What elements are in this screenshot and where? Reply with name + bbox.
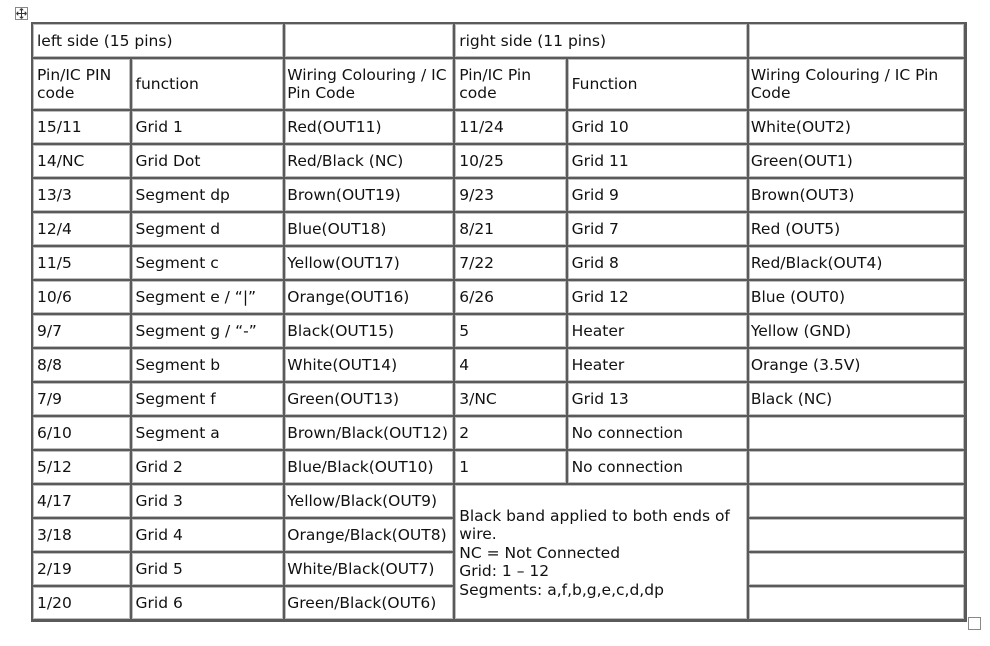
- right-wiring-cell[interactable]: Brown(OUT3): [749, 179, 966, 213]
- right-wiring-cell[interactable]: [749, 587, 966, 621]
- left-wiring-cell[interactable]: Blue/Black(OUT10): [285, 451, 455, 485]
- notes-cell[interactable]: [455, 485, 749, 621]
- right-pin-cell[interactable]: 1: [455, 451, 567, 485]
- right-wiring-cell[interactable]: Orange (3.5V): [749, 349, 966, 383]
- left-function-cell[interactable]: Segment b: [132, 349, 286, 383]
- right-function-cell[interactable]: No connection: [568, 417, 749, 451]
- right-wiring-cell[interactable]: White(OUT2): [749, 111, 966, 145]
- left-wiring-cell[interactable]: Orange/Black(OUT8): [285, 519, 455, 553]
- left-pin-cell[interactable]: 4/17: [33, 485, 132, 519]
- left-function-cell[interactable]: Segment d: [132, 213, 286, 247]
- right-pin-cell[interactable]: 6/26: [455, 281, 567, 315]
- right-function-cell[interactable]: Grid 13: [568, 383, 749, 417]
- right-function-cell[interactable]: Grid 11: [568, 145, 749, 179]
- note-grid-range: Grid: 1 – 12: [459, 562, 550, 581]
- left-pin-cell[interactable]: 13/3: [33, 179, 132, 213]
- header-cell-empty[interactable]: [285, 24, 455, 59]
- left-wiring-cell[interactable]: Black(OUT15): [285, 315, 455, 349]
- col-header-wiring-colouring[interactable]: Wiring Colouring / IC Pin Code: [749, 59, 966, 111]
- note-nc-definition: NC = Not Connected: [459, 543, 621, 562]
- left-pin-cell[interactable]: 6/10: [33, 417, 132, 451]
- left-wiring-cell[interactable]: Yellow/Black(OUT9): [285, 485, 455, 519]
- right-function-cell[interactable]: No connection: [568, 451, 749, 485]
- left-function-cell[interactable]: Grid 3: [132, 485, 286, 519]
- left-function-cell[interactable]: Segment dp: [132, 179, 286, 213]
- table-row: [33, 213, 966, 247]
- table-row: [33, 451, 966, 485]
- left-function-cell[interactable]: Segment c: [132, 247, 286, 281]
- right-pin-cell[interactable]: 3/NC: [455, 383, 567, 417]
- left-pin-cell[interactable]: 15/11: [33, 111, 132, 145]
- right-wiring-cell[interactable]: Red (OUT5): [749, 213, 966, 247]
- left-wiring-cell[interactable]: Brown(OUT19): [285, 179, 455, 213]
- left-wiring-cell[interactable]: Green/Black(OUT6): [285, 587, 455, 621]
- table-row: [33, 383, 966, 417]
- right-wiring-cell[interactable]: Blue (OUT0): [749, 281, 966, 315]
- left-pin-cell[interactable]: 12/4: [33, 213, 132, 247]
- left-function-cell[interactable]: Segment f: [132, 383, 286, 417]
- left-function-cell[interactable]: Grid 4: [132, 519, 286, 553]
- table-row: [33, 281, 966, 315]
- left-function-cell[interactable]: Segment a: [132, 417, 286, 451]
- right-pin-cell[interactable]: 5: [455, 315, 567, 349]
- table-row: [33, 145, 966, 179]
- right-wiring-cell[interactable]: Red/Black(OUT4): [749, 247, 966, 281]
- col-header-function[interactable]: function: [132, 59, 286, 111]
- right-pin-cell[interactable]: 11/24: [455, 111, 567, 145]
- right-pin-cell[interactable]: 10/25: [455, 145, 567, 179]
- col-header-pin-code[interactable]: Pin/IC PIN code: [33, 59, 132, 111]
- table-row: [33, 349, 966, 383]
- right-wiring-cell[interactable]: Black (NC): [749, 383, 966, 417]
- left-wiring-cell[interactable]: Brown/Black(OUT12): [285, 417, 455, 451]
- right-pin-cell[interactable]: 7/22: [455, 247, 567, 281]
- left-function-cell[interactable]: Grid 1: [132, 111, 286, 145]
- right-wiring-cell[interactable]: [749, 485, 966, 519]
- left-wiring-cell[interactable]: Red/Black (NC): [285, 145, 455, 179]
- right-function-cell[interactable]: Grid 7: [568, 213, 749, 247]
- left-wiring-cell[interactable]: Yellow(OUT17): [285, 247, 455, 281]
- column-header-row: [33, 59, 966, 111]
- table-resize-handle[interactable]: [968, 617, 981, 630]
- right-pin-cell[interactable]: 9/23: [455, 179, 567, 213]
- col-header-function[interactable]: Function: [568, 59, 749, 111]
- table-row: [33, 247, 966, 281]
- right-wiring-cell[interactable]: Green(OUT1): [749, 145, 966, 179]
- left-function-cell[interactable]: Grid 2: [132, 451, 286, 485]
- left-pin-cell[interactable]: 10/6: [33, 281, 132, 315]
- left-pin-cell[interactable]: 5/12: [33, 451, 132, 485]
- left-pin-cell[interactable]: 1/20: [33, 587, 132, 621]
- right-function-cell[interactable]: Heater: [568, 315, 749, 349]
- left-function-cell[interactable]: Grid 5: [132, 553, 286, 587]
- right-function-cell[interactable]: Grid 10: [568, 111, 749, 145]
- left-wiring-cell[interactable]: Green(OUT13): [285, 383, 455, 417]
- left-wiring-cell[interactable]: Red(OUT11): [285, 111, 455, 145]
- right-pin-cell[interactable]: 2: [455, 417, 567, 451]
- col-header-pin-code[interactable]: Pin/IC Pin code: [455, 59, 567, 111]
- left-side-header[interactable]: left side (15 pins): [33, 24, 285, 59]
- table-row: [33, 179, 966, 213]
- table-row: [33, 485, 966, 519]
- right-function-cell[interactable]: Grid 8: [568, 247, 749, 281]
- pin-wiring-table: [31, 22, 967, 622]
- right-function-cell[interactable]: Grid 9: [568, 179, 749, 213]
- header-cell-empty[interactable]: [749, 24, 966, 59]
- right-wiring-cell[interactable]: [749, 519, 966, 553]
- table-move-handle[interactable]: [15, 7, 28, 20]
- table-row: [33, 315, 966, 349]
- table-header-row: [33, 24, 966, 59]
- left-pin-cell[interactable]: 2/19: [33, 553, 132, 587]
- left-function-cell[interactable]: Grid 6: [132, 587, 286, 621]
- note-black-band: Black band applied to both ends of wire.: [459, 506, 730, 544]
- left-pin-cell[interactable]: 14/NC: [33, 145, 132, 179]
- right-function-cell[interactable]: Heater: [568, 349, 749, 383]
- left-wiring-cell[interactable]: White(OUT14): [285, 349, 455, 383]
- right-side-header[interactable]: right side (11 pins): [455, 24, 749, 59]
- move-arrows-icon: [16, 8, 27, 19]
- left-pin-cell[interactable]: 3/18: [33, 519, 132, 553]
- right-wiring-cell[interactable]: Yellow (GND): [749, 315, 966, 349]
- left-pin-cell[interactable]: 7/9: [33, 383, 132, 417]
- left-wiring-cell[interactable]: Blue(OUT18): [285, 213, 455, 247]
- left-function-cell[interactable]: Grid Dot: [132, 145, 286, 179]
- right-pin-cell[interactable]: 4: [455, 349, 567, 383]
- col-header-wiring-colouring[interactable]: Wiring Colouring / IC Pin Code: [285, 59, 455, 111]
- right-function-cell[interactable]: Grid 12: [568, 281, 749, 315]
- note-segments: Segments: a,f,b,g,e,c,d,dp: [459, 580, 664, 599]
- table-row: [33, 417, 966, 451]
- table-row: [33, 111, 966, 145]
- left-pin-cell[interactable]: 11/5: [33, 247, 132, 281]
- right-wiring-cell[interactable]: [749, 451, 966, 485]
- left-pin-cell[interactable]: 8/8: [33, 349, 132, 383]
- right-wiring-cell[interactable]: [749, 417, 966, 451]
- left-function-cell[interactable]: Segment e / “|”: [132, 281, 286, 315]
- right-pin-cell[interactable]: 8/21: [455, 213, 567, 247]
- left-function-cell[interactable]: Segment g / “-”: [132, 315, 286, 349]
- left-pin-cell[interactable]: 9/7: [33, 315, 132, 349]
- left-wiring-cell[interactable]: White/Black(OUT7): [285, 553, 455, 587]
- right-wiring-cell[interactable]: [749, 553, 966, 587]
- left-wiring-cell[interactable]: Orange(OUT16): [285, 281, 455, 315]
